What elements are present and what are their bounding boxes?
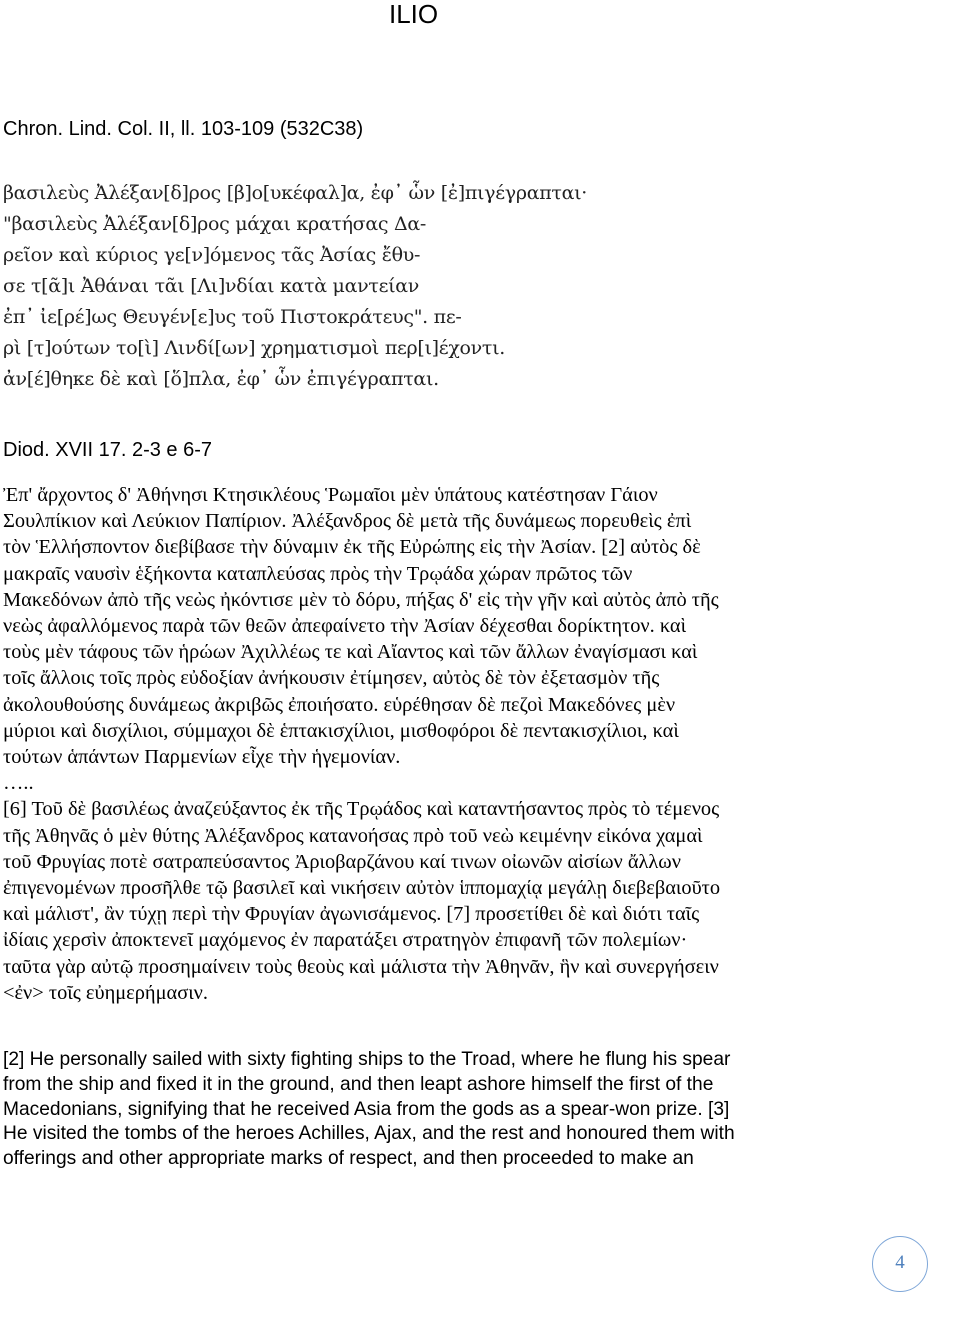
translation-line: Macedonians, signifying that he received Asia from the gods as a spear-won prize. [3] bbox=[3, 1098, 730, 1120]
greek-text-line: Σουλπίκιον καὶ Λεύκιον Παπίριον. Ἀλέξανδρος δὲ μετὰ τῆς δυνάμεως πορευθεὶς ἐπὶ bbox=[3, 510, 692, 533]
greek-text-line: Ἐπ' ἄρχοντος δ' Ἀθήνησι Κτησικλέους Ῥωμαῖοι μὲν ὑπάτους κατέστησαν Γάιον bbox=[3, 484, 658, 506]
greek-text-line: τοὺς μὲν τάφους τῶν ἡρώων Ἀχιλλέως τε καὶ Αἴαντος καὶ τῶν ἄλλων ἐναγίσμασι καὶ bbox=[3, 641, 698, 664]
english-translation bbox=[3, 1048, 735, 1172]
inscription-line: ρὶ [τ]ούτων το[ὶ] Λινδί[ων] χρηματισμοὶ περ[ι]έχοντι. bbox=[3, 337, 506, 359]
translation-line: offerings and other appropriate marks of respect, and then proceeded to make an bbox=[3, 1148, 694, 1170]
greek-text-line: νεὼς ἀφαλλόμενος παρὰ τῶν θεῶν ἀπεφαίνετο τὴν Ἀσίαν δέχεσθαι δορίκτητον. καὶ bbox=[3, 615, 687, 638]
greek-text-line: καὶ μάλιστ', ἂν τύχῃ περὶ τὴν Φρυγίαν ἀγωνισάμενος. [7] προσετίθει δὲ καὶ διότι ταῖς bbox=[3, 903, 700, 926]
translation-line: from the ship and fixed it in the ground, and then leapt ashore himself the first of the bbox=[3, 1073, 714, 1095]
greek-text-line: μακραῖς ναυσὶν ἑξήκοντα καταπλεύσας πρὸς τὴν Τρῳάδα χώραν πρῶτος τῶν bbox=[3, 562, 633, 585]
inscription-line: ἐπ᾽ ἰε[ρέ]ως Θευγέν[ε]υς τοῦ Πιστοκράτευς". πε- bbox=[3, 306, 462, 328]
greek-text-line: Μακεδόνων ἀπὸ τῆς νεὼς ἠκόντισε μὲν τὸ δόρυ, πήξας δ' εἰς τὴν γῆν καὶ αὐτὸς ἀπὸ τῆς bbox=[3, 588, 719, 611]
inscription-line: ρεῖον καὶ κύριος γε[ν]όμενος τᾶς Ἀσίας ἔθυ- bbox=[3, 244, 421, 266]
greek-text-line: ἰδίαις χερσὶν ἀποκτενεῖ μαχόμενος ἐν παρατάξει στρατηγὸν ἐπιφανῆ τῶν πολεμίων· bbox=[3, 929, 688, 952]
chronicle-heading: Chron. Lind. Col. II, ll. 103-109 (532C38) bbox=[3, 118, 364, 140]
omission-marker: ….. bbox=[3, 772, 34, 795]
page-title: ILIO bbox=[389, 0, 439, 29]
greek-text-line: ταῦτα γὰρ αὐτῷ προσημαίνειν τοὺς θεοὺς καὶ μάλιστα τὴν Ἀθηνᾶν, ἣν καὶ συνεργήσειν bbox=[3, 955, 719, 978]
greek-text-line: ἐπιγενομένων προσῆλθε τῷ βασιλεῖ καὶ νικήσειν αὐτὸν ἱππομαχίᾳ μεγάλῃ διεβεβαιοῦτο bbox=[3, 877, 721, 900]
inscription-line: βασιλεὺς Ἀλέξαν[δ]ρος [β]ο[υκέφαλ]α, ἐφ᾽ ὧν [ἐ]πιγέγραπται· bbox=[3, 182, 588, 204]
inscription-line: ἀν[έ]θηκε δὲ καὶ [ὅ]πλα, ἐφ᾽ ὧν ἐπιγέγραπται. bbox=[3, 368, 439, 390]
greek-text-line: ἀκολουθούσης δυνάμεως ἀκριβῶς ἐποιήσατο. εὑρέθησαν δὲ πεζοὶ Μακεδόνες μὲν bbox=[3, 693, 676, 716]
page-number-badge bbox=[872, 1236, 928, 1292]
diodorus-greek-text bbox=[3, 482, 720, 1006]
translation-line: He visited the tombs of the heroes Achilles, Ajax, and the rest and honoured them with bbox=[3, 1123, 735, 1145]
greek-text-line: τῆς Ἀθηνᾶς ὁ μὲν θύτης Ἀλέξανδρος κατανοήσας πρὸ τοῦ νεὼ κειμένην εἰκόνα χαμαὶ bbox=[3, 824, 703, 847]
translation-line: [2] He personally sailed with sixty fighting ships to the Troad, where he flung his spear bbox=[3, 1049, 731, 1070]
greek-text-line: <ἐν> τοῖς εὐημερήμασιν. bbox=[3, 981, 208, 1004]
greek-text-line: [6] Τοῦ δὲ βασιλέως ἀναζεύξαντος ἐκ τῆς Τρῳάδος καὶ καταντήσαντος πρὸς τὸ τέμενος bbox=[3, 798, 720, 821]
greek-text-line: μύριοι καὶ δισχίλιοι, σύμμαχοι δὲ ἑπτακισχίλιοι, μισθοφόροι δὲ πεντακισχίλιοι, καὶ bbox=[3, 719, 679, 742]
greek-text-line: τὸν Ἑλλήσποντον διεβίβασε τὴν δύναμιν ἐκ τῆς Εὐρώπης εἰς τὴν Ἀσίαν. [2] αὐτὸς δὲ bbox=[3, 536, 701, 559]
diodorus-heading: Diod. XVII 17. 2-3 e 6-7 bbox=[3, 439, 213, 461]
chronicle-inscription-text bbox=[3, 178, 587, 395]
page-number: 4 bbox=[895, 1252, 905, 1273]
greek-text-line: τούτων ἁπάντων Παρμενίων εἶχε τὴν ἡγεμονίαν. bbox=[3, 746, 401, 769]
inscription-line: σε τ[ᾶ]ι Ἀθάναι τᾶι [Λι]νδίαι κατὰ μαντείαν bbox=[3, 275, 420, 297]
inscription-line: "βασιλεὺς Ἀλέξαν[δ]ρος μάχαι κρατήσας Δα- bbox=[3, 213, 427, 235]
greek-text-line: τοῦ Φρυγίας ποτὲ σατραπεύσαντος Ἀριοβαρζάνου καί τινων οἰωνῶν αἰσίων ἄλλων bbox=[3, 850, 681, 873]
greek-text-line: τοῖς ἄλλοις τοῖς πρὸς εὐδοξίαν ἀνήκουσιν ἐτίμησεν, αὐτὸς δὲ τὸν ἐξετασμὸν τῆς bbox=[3, 667, 660, 690]
